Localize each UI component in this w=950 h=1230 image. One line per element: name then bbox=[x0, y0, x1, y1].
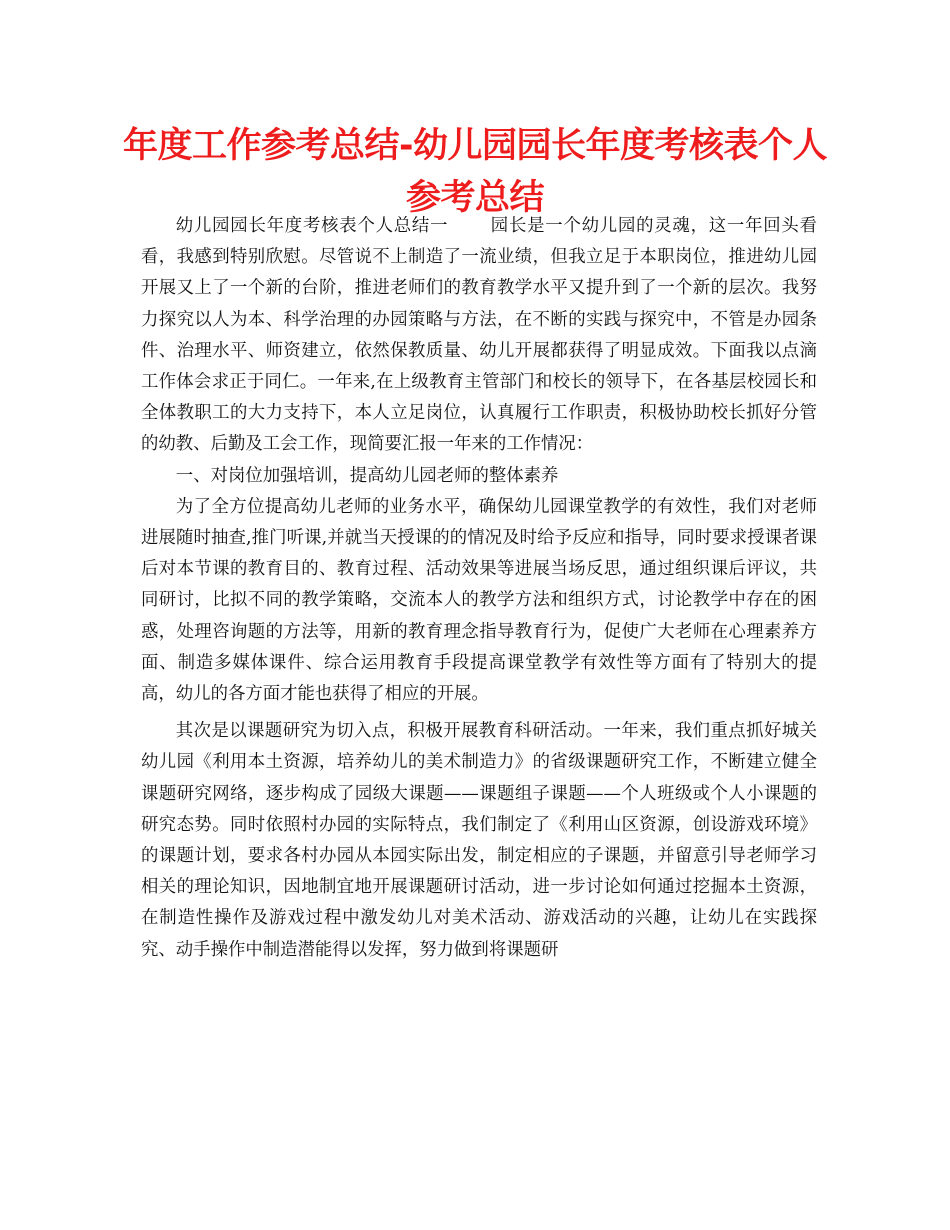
paragraph-3: 其次是以课题研究为切入点，积极开展教育科研活动。一年来，我们重点抓好城关幼儿园《利用本土资源，培养幼儿的美术制造力》的省级课题研究工作，不断建立健全课题研究网络，逐步构成了园级大课题——课题组子课题——个人班级或个人小课题的研究态势。同时依照村办园的实际特点，我们制定了《利用山区资源，创设游戏环境》的课题计划，要求各村办园从本园实际出发，制定相应的子课题，并留意引导老师学习相关的理论知识，因地制宜地开展课题研讨活动，进一步讨论如何通过挖掘本土资源，在制造性操作及游戏过程中激发幼儿对美术活动、游戏活动的兴趣，让幼儿在实践探究、动手操作中制造潜能得以发挥，努力做到将课题研 bbox=[141, 721, 817, 960]
paragraph-intro bbox=[141, 211, 817, 461]
section-heading: 一、对岗位加强培训，提高幼儿园老师的整体素养 bbox=[175, 465, 559, 486]
paragraph-1-text: 园长是一个幼儿园的灵魂，这一年回头看看，我感到特别欣慰。尽管说不上制造了一流业绩，但我立足于本职岗位，推进幼儿园开展又上了一个新的台阶，推进老师们的教育教学水平又提升到了一个新的层次。我努力探究以人为本、科学治理的办园策略与方法，在不断的实践与探究中，不管是办园条件、治理水平、师资建立，依然保教质量、幼儿开展都获得了明显成效。下面我以点滴工作体会求正于同仁。一年来,在上级教育主管部门和校长的领导下，在各基层校园长和全体教职工的大力支持下，本人立足岗位，认真履行工作职责，积极协助校长抓好分管的幼教、后勤及工会工作，现简要汇报一年来的工作情况： bbox=[141, 216, 817, 455]
document-title: 年度工作参考总结-幼儿园园长年度考核表个人参考总结 bbox=[122, 126, 828, 218]
paragraph-2: 为了全方位提高幼儿老师的业务水平，确保幼儿园课堂教学的有效性，我们对老师进展随时抽查,推门听课,并就当天授课的的情况及时给予反应和指导，同时要求授课者课后对本节课的教育目的、教育过程、活动效果等进展当场反思，通过组织课后评议，共同研讨，比拟不同的教学策略，交流本人的教学方法和组织方式，讨论教学中存在的困惑，处理咨询题的方法等，用新的教育理念指导教育行为，促使广大老师在心理素养方面、制造多媒体课件、综合运用教育手段提高课堂教学有效性等方面有了特别大的提高，幼儿的各方面才能也获得了相应的开展。 bbox=[141, 496, 817, 705]
document-body bbox=[141, 211, 817, 966]
intro-heading: 幼儿园园长年度考核表个人总结一 bbox=[175, 216, 449, 236]
